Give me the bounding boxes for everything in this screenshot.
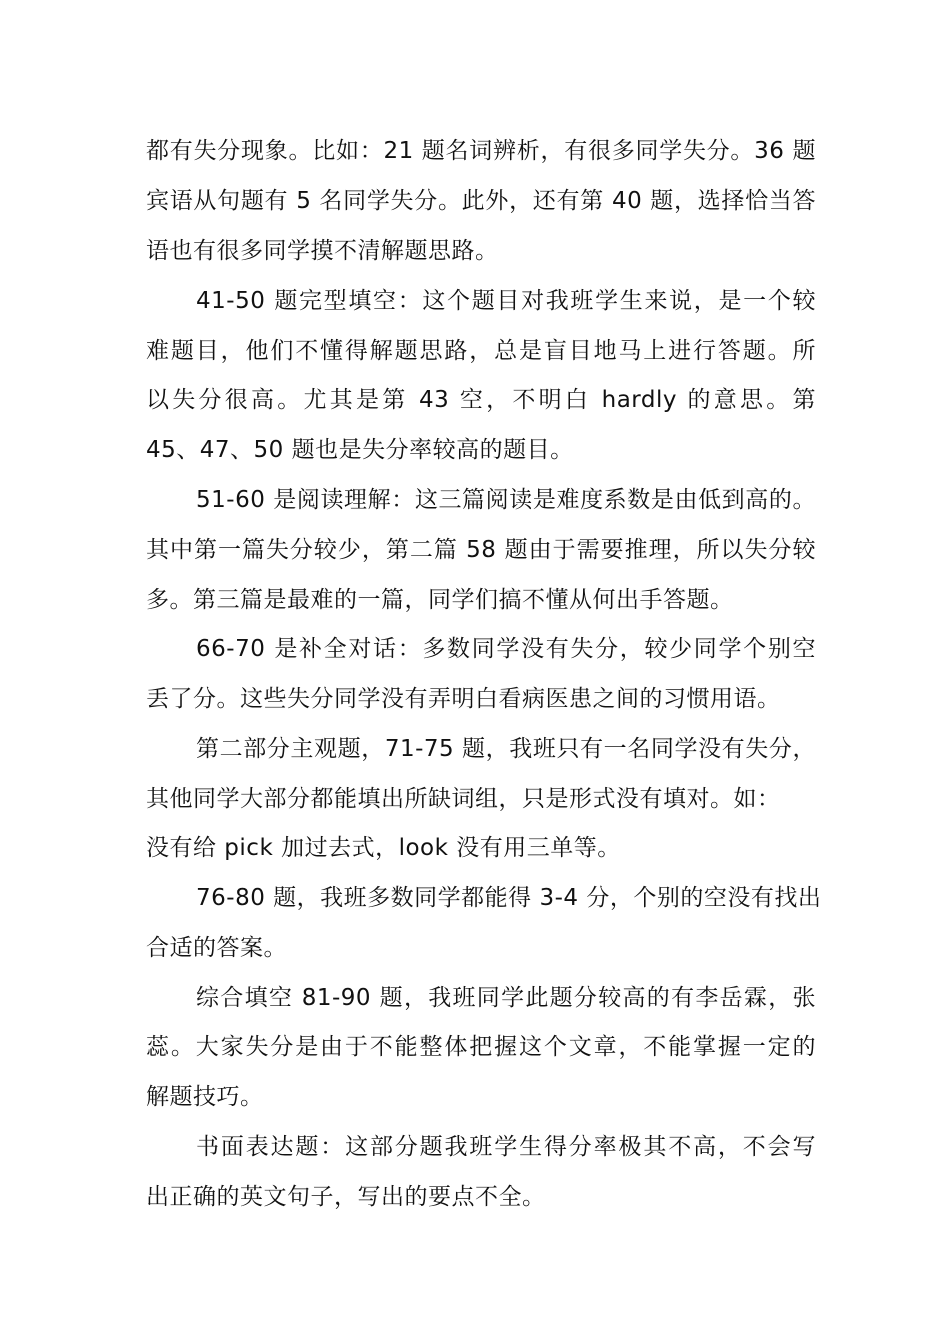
text-line: 其中第一篇失分较少，第二篇 58 题由于需要推理，所以失分较 <box>146 537 816 563</box>
text-line: 蕊。大家失分是由于不能整体把握这个文章，不能掌握一定的 <box>146 1034 816 1060</box>
text-line: 51-60 是阅读理解：这三篇阅读是难度系数是由低到高的。 <box>196 487 816 513</box>
text-line: 45、47、50 题也是失分率较高的题目。 <box>146 437 574 463</box>
text-line: 以失分很高。尤其是第 43 空，不明白 hardly 的意思。第 <box>146 387 816 413</box>
text-line: 66-70 是补全对话：多数同学没有失分，较少同学个别空 <box>196 636 816 662</box>
text-line: 多。第三篇是最难的一篇，同学们搞不懂从何出手答题。 <box>146 587 734 613</box>
text-line: 语也有很多同学摸不清解题思路。 <box>146 238 499 264</box>
text-line: 没有给 pick 加过去式，look 没有用三单等。 <box>146 835 621 861</box>
text-line: 都有失分现象。比如：21 题名词辨析，有很多同学失分。36 题 <box>146 138 816 164</box>
text-line: 解题技巧。 <box>146 1084 264 1110</box>
text-line: 合适的答案。 <box>146 935 287 961</box>
text-line: 宾语从句题有 5 名同学失分。此外，还有第 40 题，选择恰当答 <box>146 188 816 214</box>
text-line: 41-50 题完型填空：这个题目对我班学生来说，是一个较 <box>196 288 816 314</box>
text-line: 丢了分。这些失分同学没有弄明白看病医患之间的习惯用语。 <box>146 686 781 712</box>
text-line: 难题目，他们不懂得解题思路，总是盲目地马上进行答题。所 <box>146 338 816 364</box>
text-line: 出正确的英文句子，写出的要点不全。 <box>146 1184 546 1210</box>
text-line: 其他同学大部分都能填出所缺词组，只是形式没有填对。如： <box>146 786 781 812</box>
text-line: 第二部分主观题，71-75 题，我班只有一名同学没有失分， <box>196 736 816 762</box>
text-line: 综合填空 81-90 题，我班同学此题分较高的有李岳霖，张 <box>196 985 816 1011</box>
text-line: 书面表达题：这部分题我班学生得分率极其不高，不会写 <box>196 1134 816 1160</box>
text-line: 76-80 题，我班多数同学都能得 3-4 分，个别的空没有找出 <box>196 885 822 911</box>
